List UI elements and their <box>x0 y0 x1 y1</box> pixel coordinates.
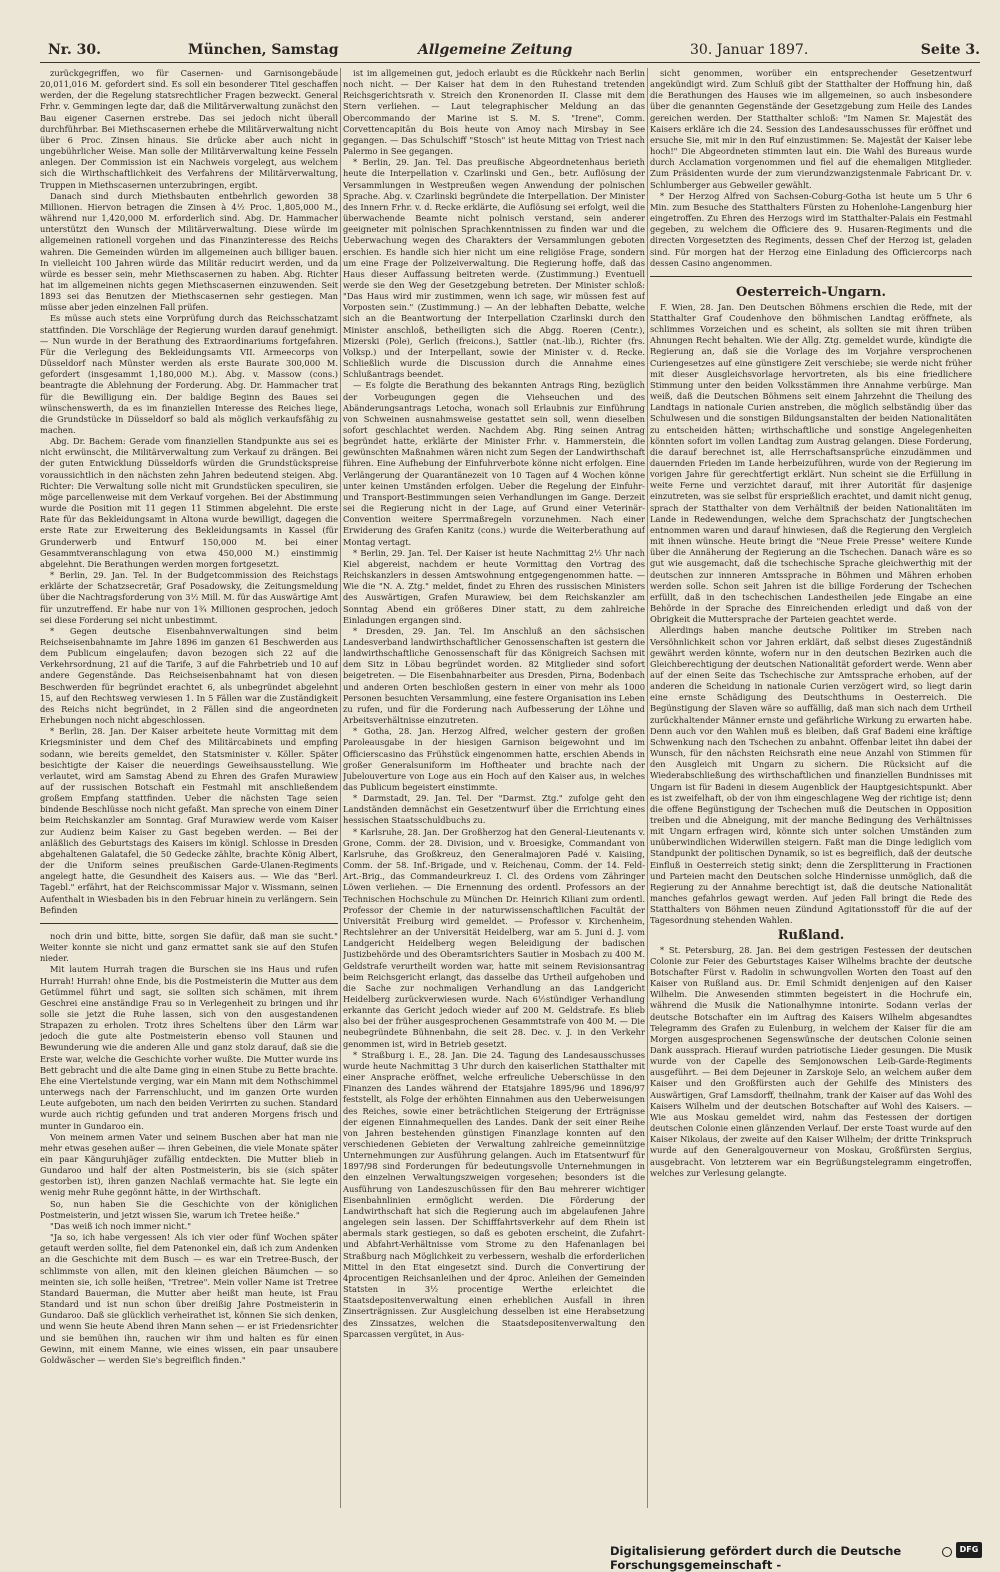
article-paragraph: * Karlsruhe, 28. Jan. Der Großherzog hat den General-Lieutenants v. Grone, Comm. der 28. Division, und v. Broesigke, Commandant von Karlsruhe, das Großkreuz, den Generalmajoren Padé v. Kaisiing, Comm. der 58. Inf.-Brigade, und v. Reichenau, Comm. der 14. Feld-Art.-Brig., das Commandeurkreuz I. Cl. des Ordens vom Zähringer Löwen verliehen. — Die Ernennung des ordentl. Professors an der Technischen Hochschule zu München Dr. Heinrich Kiliani zum ordentl. Professor der Chemie in der naturwissenschaftlichen Facultät der Universität Freiburg wird gemeldet. — Professor v. Kirchenheim, Rechtslehrer an der Universität Heidelberg, war am 5. Juni d. J. vom Landgericht Heidelberg wegen Beleidigung der badischen Justizbehörde und des Oberamtsrichters Sautier in Mosbach zu 400 M. Geldstrafe verurtheilt worden war, hatte mit seinem Revisionsantrag beim Reichsgericht erlangt, das dasselbe das Urtheil aufgehoben und die Sache zur nochmaligen Verhandlung an das Landgericht Heidelberg zurückverwiesen wurde. Nach 6½stündiger Verhandlung erkannte das Gericht jedoch wieder auf 200 M. Geldstrafe. Es blieb also bei der früher ausgesprochenen Gesammtstrafe von 400 M. — Die neubegründete Bühnenbahn, die seit 28. Dec. v. J. in den Verkehr genommen ist, wird in Betrieb gesetzt. <box>343 826 645 1049</box>
section-divider <box>650 276 972 277</box>
feuilleton-paragraph: So, nun haben Sie die Geschichte von der königlichen Postmeisterin, und jetzt wissen Sie, warum ich Tretee heiße." <box>40 1198 338 1220</box>
digitization-credit: Digitalisierung gefördert durch die Deutsche Forschungsgemeinschaft - <box>610 1544 902 1572</box>
article-paragraph: Allerdings haben manche deutsche Politiker im Streben nach Versöhnlichkeit schon vor Jahren erklärt, daß selbst dieses Zugeständniß gewährt werden könnte, wofern nur in den deutschen Bezirken auch die Gleichberechtigung der deutschen Nationalität gefordert werde. Wenn aber auf der einen Seite das Tschechische zur Amtssprache erhoben, auf der anderen die Scheidung in nationale Curien verzögert wird, so liegt darin eine ernste Schädigung des Deutschthums in Oesterreich. Die Begünstigung der Slaven wäre so auffällig, daß man sich nach dem Urtheil zurückhaltender Männer ernste und gefährliche Wirkung zu erwarten habe. Denn auch vor den Wahlen muß es bleiben, daß Graf Badeni eine kräftige Schwenkung nach den Tschechen zu anbahnt. Offenbar leitet ihn dabei der Wunsch, für den nächsten Reichsrath eine neue Anzahl von Stimmen für den Ausgleich mit Ungarn zu sichern. Die Rücksicht auf die Wiederabschließung des wirthschaftlichen und finanziellen Bundnisses mit Ungarn ist für Badeni in diesem Augenblick der Hauptgesichtspunkt. Aber es ist zweifelhaft, ob der von ihm eingeschlagene Weg der richtige ist; denn die offene Begünstigung der Tschechen muß die Deutschen in Opposition treiben und die Abneigung, mit der manche Bedingung des Verhältnisses mit Ungarn erfragen wird, könnte sich unter solchen Umständen zum unüberwindlichen Widerwillen steigern. Faßt man die Dinge lediglich vom Standpunkt der politischen Dynamik, so ist es begreiflich, daß der deutsche Einfluß in Oesterreich stetig sinkt; denn die Zersplitterung in Fractionen und Parteien macht den Deutschen solche Hindernisse unmöglich, daß die Regierung zu der Annahme berechtigt ist, daß die deutsche Nationalität manches gefahrlos gewagt werden. Auf jeden Fall bringt die Rede des Statthalters von Böhmen neuen Zündund Agitationsstoff für die auf der Tagesordnung stehenden Wahlen. <box>650 625 972 926</box>
feuilleton-divider <box>40 923 338 924</box>
article-paragraph: * Berlin, 29. Jan. Tel. In der Budgetcommission des Reichstags erklärte der Schatzsecretär, Graf Posadowsky, die Zeitungsmeldung über die Nachtragsforderung von 3½ Mill. M. für das Auswärtige Amt für unzutreffend. Er habe nur von 1¾ Millionen gesprochen, jedoch sei diese Forderung sei nicht unbestimmt. <box>40 570 338 625</box>
article-paragraph: * Dresden, 29. Jan. Tel. Im Anschluß an den sächsischen Landesverband landwirthschaftlicher Genossenschaften ist gestern die landwirthschaftliche Genossenschaft für das Königreich Sachsen mit dem Sitz in Löbau begründet worden. 82 Mitglieder sind sofort beigetreten. — Die Eisenbahnarbeiter aus Dresden, Pirna, Bodenbach und anderen Orten beschloßen gestern in einer von mehr als 1000 Personen besuchten Versammlung, eine festere Organisation ins Leben zu rufen, und für die Forderung nach Aufbesserung der Löhne und Arbeitsverhältnisse einzutreten. <box>343 625 645 726</box>
article-paragraph: * Straßburg i. E., 28. Jan. Die 24. Tagung des Landesausschusses wurde heute Nachmittag 3 Uhr durch den kaiserlichen Statthalter mit einer Ansprache eröffnet, welche erfreuliche Ueberschüsse in den Finanzen des Landes während der Etatsjahre 1895/96 und 1896/97 feststellt, als Folge der erhöhten Einnahmen aus den Ueberweisungen des Reiches, sowie einer beträchtlichen Steigerung der Erträgnisse der eigenen Einnahmequellen des Landes. Dank der seit einer Reihe von Jahren bestehenden günstigen Finanzlage konnten auf den verschiedenen Gebieten der Verwaltung zahlreiche gemeinnützige Unternehmungen zur Ausführung gelangen. Auch im Etatsentwurf für 1897/98 sind Forderungen für bedeutungsvolle Unternehmungen in den einzelnen Verwaltungszweigen vorgesehen; besonders ist die Ausführung von Landeszuschüssen für den Bau mehrerer wichtiger Eisenbahnlinien ermöglicht werden. Die Förderung der Landwirthschaft hat sich die Regierung auch im abgelaufenen Jahre angelegen sein lassen. Der Schifffahrtsverkehr auf dem Rhein ist abermals stark gestiegen, so daß es geboten erscheint, die Zufahrt- und Abfahrt-Verhältnisse vom Strome zu den Hafenanlagen bei Straßburg nach Möglichkeit zu verbessern, weshalb die erforderlichen Mittel in den Etat eingesetzt sind. Durch die Convertirung der 4procentigen Reichsanleihen und der 4proc. Anleihen der Gemeinden Statsten in 3½ procentige Werthe erleichtet die Staatsdepositenverwaltung einen erheblichen Ausfall in ihren Zinserträgnissen. Zur Ausgleichung desselben ist eine Herabsetzung des Zinssatzes, welchen die Staatsdepositenverwaltung den Sparcassen vergütet, in Aus- <box>343 1049 645 1339</box>
article-paragraph: * Der Herzog Alfred von Sachsen-Coburg-Gotha ist heute um 5 Uhr 6 Min. zum Besuche des Statthalters Fürsten zu Hohenlohe-Langenburg hier eingetroffen. Zu Ehren des Herzogs wird im Statthalter-Palais ein Festmahl gegeben, zu welchem die Officiere des 9. Husaren-Regiments und die directen Vorgesetzten des Regiments, dessen Chef der Herzog ist, geladen sind. Für morgen hat der Herzog eine Einladung des Officiercorps nach dessen Casino angenommen. <box>650 190 972 268</box>
column-3 <box>650 68 972 1508</box>
page-header <box>40 40 980 63</box>
article-paragraph: sicht genommen, worüber ein entsprechender Gesetzentwurf angekündigt wird. Zum Schluß gibt der Statthalter der Hoffnung hin, daß die Berathungen des Hauses wie im allgemeinen, so auch insbesondere über die genannten Gegenstände der Gesetzgebung zum Heile des Landes gereichen werden. Der Statthalter schloß: "Im Namen Sr. Majestät des Kaisers erkläre ich die 24. Session des Landesausschusses für eröffnet und ersuche Sie, mit mir in den Ruf einzustimmen: Se. Majestät der Kaiser lebe hoch!" Die Abgeordneten stimmten laut ein. Die Wahl des Bureaus wurde durch Acclamation vorgenommen und fiel auf die ehemaligen Mitglieder. Zum Präsidenten wurde der zum vierundzwanzigstenmale Fabricant Dr. v. Schlumberger aus Gebweiler gewählt. <box>650 68 972 190</box>
article-paragraph: Danach sind durch Miethsbauten entbehrlich geworden 38 Millionen. Hiervon betragen die Zinsen à 4½ Proc. 1,805,000 M., während nur 1,420,000 M. erforderlich sind. Abg. Dr. Hammacher unterstützt den Wunsch der Militärverwaltung. Diese würde im allgemeinen rationell vorgehen und das Finanzinteresse des Reichs wahren. Die Gemeinden würden im allgemeinen auch billiger bauen. In vielleicht 100 Jahren würde das Militär reducirt werden, und da würde es besser sein, mehr Miethscasernen zu haben. Abg. Richter hat im allgemeinen nichts gegen Miethscasernen einzuwenden. Seit 1893 sei das Benutzen der Miethscasernen sehr gestiegen. Man müsse aber jeden einzelnen Fall prüfen. <box>40 190 338 313</box>
article-paragraph: Abg. Dr. Bachem: Gerade vom finanziellen Standpunkte aus sei es nicht erwünscht, die Militärverwaltung zum Verkauf zu drängen. Bei der guten Entwicklung Düsseldorfs würden die Grundstückspreise voraussichtlich in den nächsten zehn Jahren bedeutend steigen. Abg. Richter: Die Verwaltung solle nicht mit Grundstücken speculiren, sie möge parcellenweise mit dem Verkauf vorgehen. Bei der Abstimmung wurde die Position mit 11 gegen 11 Stimmen abgelehnt. Die erste Rate für das Bekleidungsamt in Altona wurde bewilligt, dagegen die erste Rate zur Erweiterung des Bekleidungsamts in Kassel (für Grunderwerb und Entwurf 150,000 M. bei einer Gesammtveranschlagung von etwa 450,000 M.) einstimmig abgelehnt. Die Berathungen werden morgen fortgesetzt. <box>40 436 338 569</box>
section-heading-austria: Oesterreich-Ungarn. <box>736 284 886 300</box>
feuilleton-paragraph: noch drin und bitte, bitte, sorgen Sie dafür, daß man sie sucht." Weiter konnte sie nicht und ganz ermattet sank sie auf den Stufen nieder. <box>40 930 338 964</box>
article-paragraph: * Berlin, 29. Jan. Tel. Das preußische Abgeordnetenhaus berieth heute die Interpellation v. Czarlinski und Gen., betr. Auflösung der Versammlungen in Westpreußen wegen Anwendung der polnischen Sprache. Abg. v. Czarlinski begründete die Interpellation. Der Minister des Innern Frhr. v. d. Recke erklärte, die Auflösung sei erfolgt, weil die überwachende Beamte nicht polnisch verstand, sein anderer geeigneter mit polnischen Sprachkenntnissen zu finden war und die Ueberwachung wegen des Charakters der Versammlungen geboten erschien. Es handle sich hier nicht um eine religiöse Frage, sondern um eine Frage der Polizeiverwaltung. Die Regierung hoffe, daß das Haus dieser Auffassung beitreten werde. (Zustimmung.) Eventuell werde sie den Weg der Gesetzgebung betreten. Der Minister schloß: "Das Haus wird mir zustimmen, wenn ich sage, wir müssen fest auf Vorposten sein." (Zustimmung.) — An der lebhaften Debatte, welche sich an die Beantwortung der Interpellation Czarlinski durch den Minister anschloß, betheiligten sich die Abgg. Roeren (Centr.), Mizerski (Pole), Gerlich (freicons.), Sattler (nat.-lib.), Richter (frs. Volksp.) und der Interpellant, sowie der Minister v. d. Recke. Schließlich wurde die Discussion durch die Annahme eines Schlußantrags beendet. <box>343 157 645 380</box>
page-number: Seite 3. <box>920 42 980 58</box>
section-heading-russia: Rußland. <box>777 927 845 943</box>
issue-date: 30. Januar 1897. <box>690 42 809 58</box>
dfg-mark-icon <box>942 1547 952 1557</box>
article-paragraph: * Gegen deutsche Eisenbahnverwaltungen sind beim Reichseisenbahnamte im Jahre 1896 im ganzen 61 Beschwerden aus dem Publicum eingelaufen; davon bezogen sich 22 auf die Verkehrsordnung, 21 auf die Tarife, 3 auf die Fahrbetrieb und 10 auf andere Gegenstände. Das Reichseisenbahnamt hat von diesen Beschwerden für begründet erachtet 6, als unbegründet abgelehnt 15, auf den Rechtsweg verwiesen 1. In 5 Fällen war die Zuständigkeit des Reichs nicht begründet, in 2 Fällen sind die angeordneten Erhebungen noch nicht abgeschlossen. <box>40 625 338 726</box>
article-paragraph: * Gotha, 28. Jan. Herzog Alfred, welcher gestern der großen Paroleausgabe in der hiesigen Garnison beigewohnt und im Officierscasino das Frühstück eingenommen hatte, erschien Abends in großer Generalsuniform im Hoftheater und brachte nach der Jubelouverture von Loge aus ein Hoch auf den Kaiser aus, in welches das Publicum begeistert einstimmte. <box>343 726 645 792</box>
article-paragraph: * Darmstadt, 29. Jan. Tel. Der "Darmst. Ztg." zufolge geht den Landständen demnächst ein Gesetzentwurf über die Errichtung eines hessischen Staatsschuldbuchs zu. <box>343 793 645 826</box>
article-paragraph: — Es folgte die Berathung des bekannten Antrags Ring, bezüglich der Vorbeugungen gegen die Viehseuchen und des Abänderungsantrags Letocha, wonach soll Erlaubnis zur Einführung von Schweinen ausnahmsweise gestattet sein soll, wenn dieselben sofort geschlachtet werden. Nachdem Abg. Ring seinen Antrag begründet hatte, erklärte der Minister Frhr. v. Hammerstein, die gewünschten Maßnahmen wären nicht zum Segen der Landwirthschaft führen. Eine Aufhebung der Einfuhrverbote könne nicht erfolgen. Eine Verlängerung der Quarantänezeit von 10 Tagen auf 4 Wochen könne unter keinen Umständen erfolgen. Ueber die Regelung der Einfuhr- und Transport-Bestimmungen seien Verhandlungen im Gange. Derzeit sei die Regierung nicht in der Lage, auf Grund einer Veterinär-Convention weitere Sperrmaßregeln vorzunehmen. Nach einer Erwiderung des Grafen Kanitz (cons.) wurde die Weiterberathung auf Montag vertagt. <box>343 380 645 547</box>
column-rule <box>647 68 648 1508</box>
article-paragraph: * Berlin, 29. Jan. Tel. Der Kaiser ist heute Nachmittag 2½ Uhr nach Kiel abgereist, nachdem er heute Vormittag den Vortrag des Reichskanzlers in dessen Amtswohnung entgegengenommen hatte. — Wie die "N. A. Ztg." meldet, findet zu Ehren des russischen Ministers des Auswärtigen, Grafen Murawiew, bei dem Reichskanzler am Sonntag Abend ein größeres Diner statt, zu dem zahlreiche Einladungen ergangen sind. <box>343 547 645 625</box>
city-day: München, Samstag <box>188 42 339 58</box>
column-1 <box>40 68 338 1493</box>
article-paragraph: Es müsse auch stets eine Vorprüfung durch das Reichsschatzamt stattfinden. Die Vorschläge der Regierung wurden darauf genehmigt. — Nun wurde in der Berathung des Extraordinariums fortgefahren. Für die Verlegung des Bekleidungsamts VII. Armeecorps von Düsseldorf nach Münster werden als erste Baurate 300,000 M. gefordert (insgesammt 1,180,000 M.). Abg. v. Massow (cons.) beantragte die Ablehnung der Forderung. Abg. Dr. Hammacher trat für die Bewilligung ein. Der baldige Beginn des Baues sei wünschenswerth, da es im finanziellen Interesse des Reiches liege, die Grundstücke in Düsseldorf so bald als möglich verkaufsfähig zu machen. <box>40 313 338 435</box>
article-paragraph: F. Wien, 28. Jan. Den Deutschen Böhmens erschien die Rede, mit der Statthalter Graf Coudenhove den böhmischen Landtag eröffnete, als schlimmes Vorzeichen und es scheint, als sollten sie mit ihren trüben Ahnungen Recht behalten. Wie der Allg. Ztg. gemeldet wurde, kündigte die Regierung an, daß sie die Vorlage des im Vorjahre versprochenen Curiengesetzes auf eine günstigere Zeit verschiebe; sie werde nicht früher mit dieser Ausgleichsvorlage hervortreten, als bis eine friedlichere Stimmung unter den beiden Volksstämmen ihre Annahme verbürge. Man weiß, daß die Deutschen Böhmens seit einem Jahrzehnt die Theilung des Landtags in nationale Curien anstreben, die möglich selbständig über das Schulwesen und die sonstigen Bildungsanstalten der beiden Nationalitäten zu entscheiden hätten; wirthschaftliche und sonstige Angelegenheiten könnten sofort im vollen Landtag zum Austrag gelangen. Diese Forderung, die darauf berechnet ist, alle Herrschaftsansprüche einzudämmen und dauernden Frieden im Lande herbeizuführen, wurde von der Regierung im vorigen Jahre für gerechtfertigt erklärt. Nun scheint sie die Erfüllung in weite Ferne und verzichtet darauf, mit ihrer Autorität für dasjenige einzutreten, was sie selbst für ersprießlich erachtet, und damit nicht genug, sprach der Statthalter von dem Verhältniß der beiden Nationalitäten im Lande in Redewendungen, welche dem Sprachschatz der Jungtschechen entnommen waren und darauf hinwiesen, daß die Regierung den Vergleich mit ihnen wünsche. Heute bringt die "Neue Freie Presse" weitere Kunde über die Annäherung der Regierung an die Tschechen. Danach wäre es so gut wie ausgemacht, daß die tschechische Sprache gleichwerthig mit der deutschen zur innneren Amtssprache in Böhmen und Mähren erhoben werden solle. Schon seit Jahren ist die billige Forderung der Tschechen erfüllt, daß in den tschechischen Landestheilen jede Eingabe an eine Behörde in der Sprache des Einreichenden erledigt und daß von der Obrigkeit die Muttersprache der Parteien geachtet werde. <box>650 301 972 625</box>
article-paragraph: zurückgegriffen, wo für Casernen- und Garnisongebäude 20,011,016 M. gefordert sind. Es soll ein besonderer Titel geschaffen werden, der die Regelung statsrechtlicher Fragen bezweckt. General Frhr. v. Gemmingen legte dar, daß die Militärverwaltung zunächst den Bau eigener Casernen erstrebe. Das sei jedoch nicht überall durchführbar. Bei Miethscasernen erhebe die Militärverwaltung nicht über 6 Proc. Zinsen hinaus. Sie drücke aber auch nicht in ungebührlicher Weise. Man solle der Militärverwaltung keine Fesseln anlegen. Der Commission ist ein Nachweis vorgelegt, aus welchem sich die Wirthschaftlichkeit des Verfahrens der Militärverwaltung, Truppen in Miethscasernen unterzubringen, ergibt. <box>40 68 338 190</box>
feuilleton-paragraph: Von meinem armen Vater und seinem Buschen aber hat man nie mehr etwas gesehen außer — ihren Gebeinen, die viele Monate später ein paar Känguruhjäger zufällig entdeckten. Die Mutter blieb in Gundaroo und half der alten Postmeisterin, bis sie (sich später gestorben ist), ihren ganzen Nachlaß vermachte hat. Sie legte ein wenig mehr Ruhe gegönnt hätte, in der Wirthschaft. <box>40 1131 338 1198</box>
column-rule <box>340 68 341 1508</box>
column-2 <box>343 68 645 1508</box>
issue-number: Nr. 30. <box>48 42 101 58</box>
article-paragraph: ist im allgemeinen gut, jedoch erlaubt es die Rückkehr nach Berlin noch nicht. — Der Kaiser hat dem in den Ruhestand tretenden Reichsgerichtsrath v. Streich den Kronenorden II. Classe mit dem Stern verliehen. — Laut telegraphischer Meldung an das Obercommando der Marine ist S. M. S. "Irene", Comm. Corvettencapitän du Bois heute von Amoy nach Mirsbay in See gegangen. — Das Schulschiff "Stosch" ist heute Mittag von Triest nach Palermo in See gegangen. <box>343 68 645 157</box>
feuilleton-paragraph: Mit lautem Hurrah tragen die Burschen sie ins Haus und rufen Hurrah! Hurrah! ohne Ende, bis die Postmeisterin die Mutter aus dem Getümmel führt und sagt, sie sollten sich schämen, mit ihrem Geschrei eine anständige Frau so in Verlegenheit zu bringen und ihr solle sie jetzt die Ruhe lassen, sich von den ausgestandenen Strapazen zu erholen. Trotz ihres Scheltens über den Lärm war jedoch die gute alte Postmeisterin ebenso voll Staunen und Bewunderung wie die anderen Alle und ganz stolz darauf, daß sie die Erste war, welche die Geschichte vorher wußte. Die Mutter wurde ins Bett gebracht und die alte Dame ging in einen Stube zu Bette brachte. Ehe eine Viertelstunde verging, war ein Mann mit dem Nothschimmel unterwegs nach der Farrenschlucht, und im ganzen Orte wurden Leute aufgeboten, um nach den beiden Verirrten zu suchen. Standard wurde auch richtig gefunden und trat anderen Morgens frisch und munter in Gundaroo ein. <box>40 964 338 1131</box>
article-paragraph: * Berlin, 28. Jan. Der Kaiser arbeitete heute Vormittag mit dem Kriegsminister und dem Chef des Militärcabinets und empfing sodann, wie bereits gemeldet, den Statsminister v. Köller. Später besichtigte der Kaiser die neuerdings Geweihsausstellung. Wie verlautet, wird am Samstag Abend zu Ehren des Grafen Murawiew auf der russischen Botschaft ein Festmahl mit anschließendem großem Empfang stattfinden. Ueber die nächsten Tage seien bindende Beschlüsse noch nicht gefaßt. Man spreche von einem Diner beim Reichskanzler am Sonntag. Graf Murawiew werde vom Kaiser zur Audienz beim Kaiser zu Gast begeben werden. — Bei der anläßlich des Geburtstags des Kaisers im königl. Schlosse in Dresden abgehaltenen Galatafel, die 50 Gedecke zählte, brachte König Albert, der die Uniform seines preußischen Garde-Ulanen-Regiments angelegt hatte, die Gesundheit des Kaisers aus. — Wie das "Berl. Tagebl." erfährt, hat der Reichscommissar Major v. Wissmann, seinen Aufenthalt in Wiesbaden bis in den Februar hinein zu verlängern. Sein Befinden <box>40 726 338 915</box>
feuilleton-paragraph: "Ja so, ich habe vergessen! Als ich vier oder fünf Wochen später getauft werden sollte, fiel dem Patenonkel ein, daß ich zum Andenken an die Geschichte mit dem Busch — es war ein Tretree-Busch, der schlimmste von allen, mit den kleinen gleichen Bäumchen — so meinten sie, ich solle heißen, "Tretree". Mein voller Name ist Tretree Standard Bauerman, die Mutter aber heißt man heute, ist Frau Standard und ist nun schon über dreißig Jahre Postmeisterin in Gundaroo. Daß sie glücklich verheirathet ist, können Sie sich denken, und wenn Sie heute Abend ihren Mann sehen — er ist Friedensrichter und sie bemühen ihn, rauchen wir ihm und halten es für einen Gewinn, mit einem Manne, wie eines wissen, ein paar unsaubere Goldwäscher — werden Sie's begreiflich finden." <box>40 1232 338 1365</box>
dfg-logo: DFG <box>956 1542 982 1558</box>
article-paragraph: * St. Petersburg, 28. Jan. Bei dem gestrigen Festessen der deutschen Colonie zur Feier des Geburtstages Kaiser Wilhelms brachte der deutsche Botschafter Fürst v. Radolin in schwungvollen Worten den Toast auf den Kaiser von Rußland aus. Dr. Emil Schmidt denjenigen auf den Kaiser Wilhelm. Die Anwesenden stimmten begeistert in die Hochrufe ein, während die Musik die Nationalhymne intonirte. Sodann verlas der deutsche Botschafter ein im Auftrag des Kaisers Wilhelm abgesandtes Telegramm des Grafen zu Eulenburg, in welchem der Kaiser für die am Morgen ausgesprochenen Segenswünsche der deutschen Colonie seinen Dank aussprach. Hierauf wurden patriotische Lieder gesungen. Die Musik wurde von der Capelle des Semjonowschen Leib-Garde-Regiments ausgeführt. — Bei dem Dejeuner in Zarskoje Selo, an welchem außer dem Kaiser und den Großfürsten auch der Gehilfe des Ministers des Auswärtigen, Graf Lamsdorff, theilnahm, trank der Kaiser auf das Wohl des Kaisers Wilhelm und der deutschen Botschafter auf Wohl des Kaisers. — Wie aus Moskau gemeldet wird, nahm das Festessen der dortigen deutschen Colonie einen glänzenden Verlauf. Der erste Toast wurde auf den Kaiser Nikolaus, der zweite auf den Kaiser Wilhelm; der dritte Trinkspruch wurde auf den Generalgouverneur von Moskau, Großfürsten Sergius, ausgebracht. Von letzterem war ein Begrüßungstelegramm eingetroffen, welches zur Verlesung gelangte. <box>650 944 972 1178</box>
feuilleton-paragraph: "Das weiß ich noch immer nicht." <box>50 1220 192 1231</box>
newspaper-title: Allgemeine Zeitung <box>418 42 573 58</box>
